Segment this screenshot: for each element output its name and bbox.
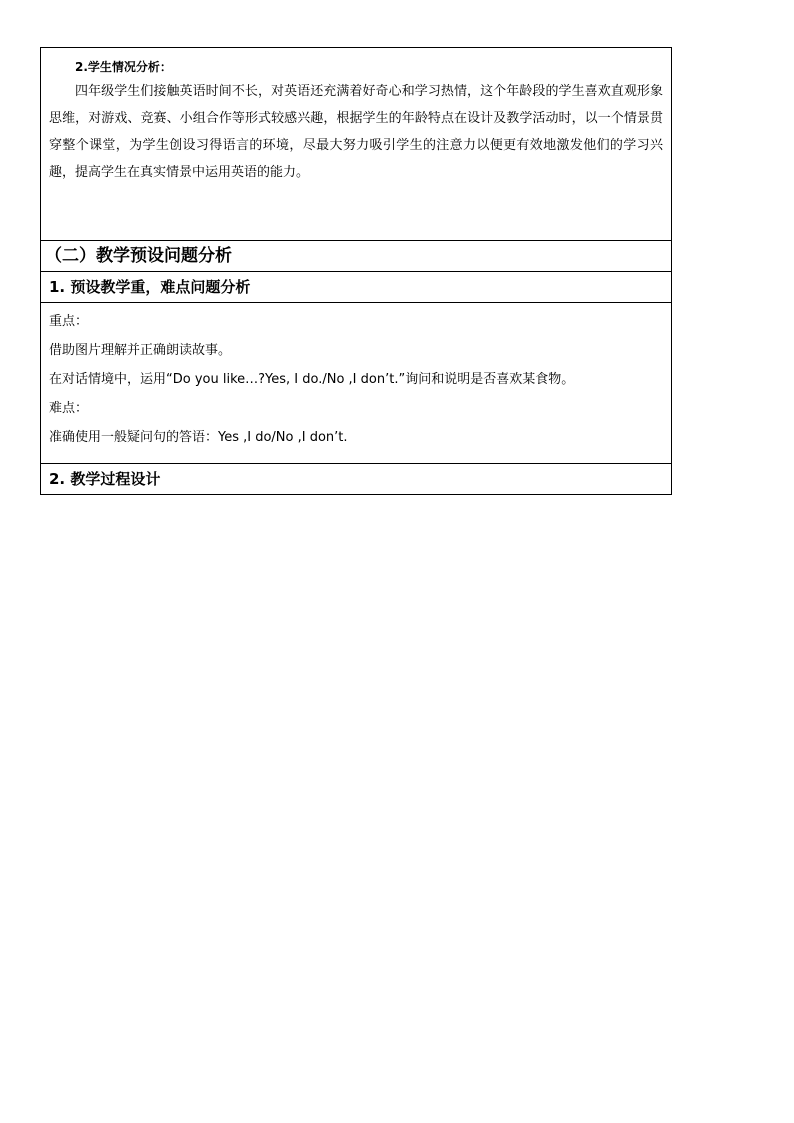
student-analysis-title: 2.学生情况分析： xyxy=(75,60,172,74)
section-two-row xyxy=(41,241,672,272)
key-points-cell xyxy=(41,303,672,464)
lesson-plan-table xyxy=(40,47,672,495)
zhongdian-item-1: 借助图片理解并正确朗读故事。 xyxy=(49,343,232,358)
key-points-row xyxy=(41,303,672,464)
key-points-heading-row xyxy=(41,272,672,303)
nandian-label: 难点： xyxy=(49,401,89,416)
zhongdian-item-2: 在对话情境中，运用“Do you like…?Yes, I do./No ,I don’t.”询问和说明是否喜欢某食物。 xyxy=(49,372,575,387)
nandian-item-1: 准确使用一般疑问句的答语：Yes ,I do/No ,I don’t. xyxy=(49,430,348,445)
section-two-heading: （二）教学预设问题分析 xyxy=(41,241,672,272)
key-points-heading: 1. 预设教学重，难点问题分析 xyxy=(41,272,672,303)
student-analysis-cell xyxy=(41,48,672,241)
process-heading-row xyxy=(41,464,672,495)
student-analysis-row xyxy=(41,48,672,241)
student-analysis-paragraph: 四年级学生们接触英语时间不长，对英语还充满着好奇心和学习热情，这个年龄段的学生喜欢直观形象思维，对游戏、竞赛、小组合作等形式较感兴趣，根据学生的年龄特点在设计及教学活动时，以一个情景贯穿整个课堂，为学生创设习得语言的环境，尽最大努力吸引学生的注意力以便更有效地激发他们的学习兴趣，提高学生在真实情景中运用英语的能力。 xyxy=(49,84,663,180)
zhongdian-label: 重点： xyxy=(49,314,89,329)
process-heading: 2. 教学过程设计 xyxy=(41,464,672,495)
